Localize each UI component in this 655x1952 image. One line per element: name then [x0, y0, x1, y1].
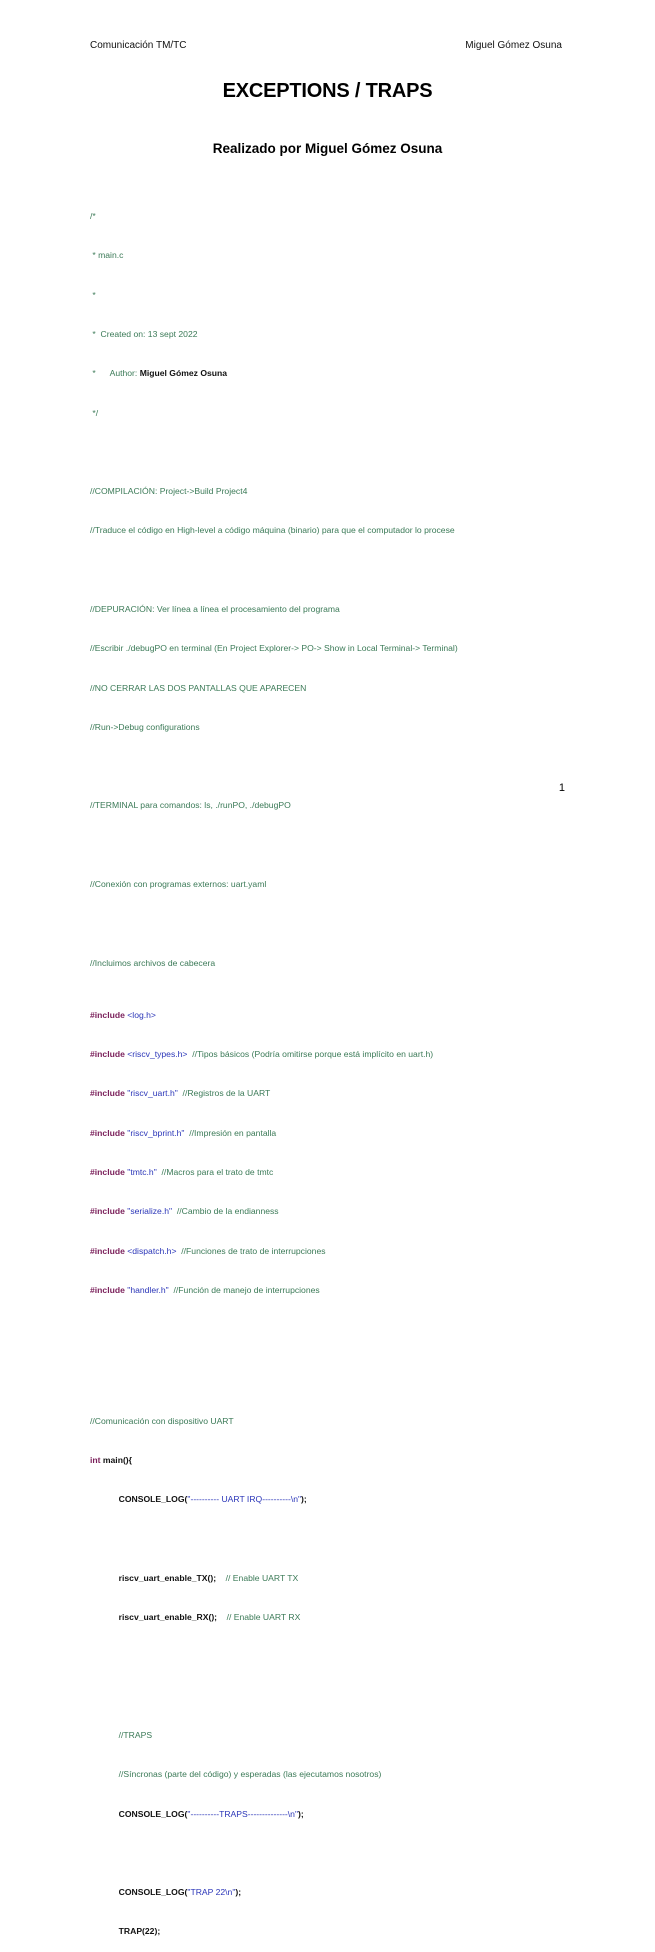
call-text: CONSOLE_LOG( [90, 1494, 188, 1505]
comment-text: //Registros de la UART [177, 1088, 271, 1099]
include-line [90, 1048, 630, 1061]
code-line: //TRAPS [90, 1730, 153, 1741]
string-literal: "TRAP 22\n" [187, 1887, 236, 1898]
call-text: riscv_uart_enable_RX(); [90, 1612, 218, 1623]
include-keyword: #include [90, 1009, 125, 1020]
code-line: //TERMINAL para comandos: ls, ./runPO, ./debugPO [90, 800, 291, 811]
blank-line [90, 1376, 630, 1389]
page-number: 1 [558, 782, 565, 794]
code-listing [90, 184, 630, 1952]
include-file: <dispatch.h> [124, 1245, 177, 1256]
blank-line [90, 839, 630, 852]
call-text: ); [235, 1887, 242, 1898]
code-line: //NO CERRAR LAS DOS PANTALLAS QUE APARECEN [90, 682, 307, 693]
include-keyword: #include [90, 1167, 125, 1178]
int-keyword: int [90, 1455, 101, 1466]
blank-line [90, 564, 630, 577]
code-line: //Run->Debug configurations [90, 721, 200, 732]
string-literal: "---------- UART IRQ----------\n" [187, 1494, 302, 1505]
include-file: "riscv_bprint.h" [124, 1127, 185, 1138]
blank-line [90, 1847, 630, 1860]
blank-line [90, 1533, 630, 1546]
call-text: riscv_uart_enable_TX(); [90, 1572, 217, 1583]
code-line: /* [90, 211, 96, 222]
comment-text: //Tipos básicos (Podría omitirse porque está implícito en uart.h) [187, 1049, 434, 1060]
call-text: CONSOLE_LOG( [90, 1887, 188, 1898]
code-line: //Escribir ./debugPO en terminal (En Project Explorer-> PO-> Show in Local Terminal-> Terminal) [90, 643, 458, 654]
call-text: CONSOLE_LOG( [90, 1808, 188, 1819]
code-line: //DEPURACIÓN: Ver línea a línea el procesamiento del programa [90, 604, 340, 614]
page-title: EXCEPTIONS / TRAPS [222, 80, 433, 102]
include-line [90, 1245, 630, 1258]
comment-text: //Macros para el trato de tmtc [156, 1167, 274, 1178]
comment-text: //Cambio de la endianness [172, 1206, 279, 1217]
include-keyword: #include [90, 1284, 125, 1295]
code-line: //Síncronas (parte del código) y esperadas (las ejecutamos nosotros) [90, 1769, 382, 1780]
include-file: "riscv_uart.h" [124, 1088, 178, 1099]
code-line: * main.c [90, 250, 124, 261]
code-line: //Comunicación con dispositivo UART [90, 1415, 234, 1426]
include-keyword: #include [90, 1245, 125, 1256]
include-line [90, 1166, 630, 1179]
code-line: //Incluimos archivos de cabecera [90, 957, 216, 968]
code-line: */ [90, 407, 99, 418]
comment-text: //Función de manejo de interrupciones [168, 1284, 320, 1295]
comment-text: // Enable UART RX [217, 1612, 301, 1623]
code-line: TRAP(22); [90, 1926, 161, 1937]
code-line [90, 1572, 630, 1585]
call-text: ); [298, 1808, 304, 1819]
include-line [90, 1127, 630, 1140]
include-file: "handler.h" [124, 1284, 169, 1295]
include-keyword: #include [90, 1206, 125, 1217]
include-file: "serialize.h" [124, 1206, 173, 1217]
include-keyword: #include [90, 1049, 125, 1060]
code-line: //COMPILACIÓN: Project->Build Project4 [90, 486, 248, 497]
include-file: "tmtc.h" [124, 1167, 157, 1178]
include-line [90, 1009, 630, 1022]
code-line: //Conexión con programas externos: uart.yaml [90, 878, 267, 889]
blank-line [90, 1690, 630, 1703]
blank-line [90, 1651, 630, 1664]
code-line [90, 1611, 630, 1624]
code-line [90, 1493, 630, 1506]
include-file: <riscv_types.h> [124, 1049, 188, 1060]
code-line [90, 367, 630, 380]
code-line: //Traduce el código en High-level a código máquina (binario) para que el computador lo procese [90, 525, 455, 536]
header-left: Comunicación TM/TC [90, 40, 187, 51]
code-line: * [90, 289, 96, 300]
include-line [90, 1284, 630, 1297]
header-right: Miguel Gómez Osuna [465, 40, 562, 51]
blank-line [90, 760, 630, 773]
comment-text: //Impresión en pantalla [184, 1127, 277, 1138]
code-line [90, 1808, 630, 1821]
call-text: ); [301, 1494, 307, 1505]
include-line [90, 1205, 630, 1218]
page-subtitle: Realizado por Miguel Gómez Osuna [212, 141, 443, 156]
blank-line [90, 917, 630, 930]
comment-text: // Enable UART TX [216, 1572, 299, 1583]
author-name: Miguel Gómez Osuna [139, 368, 228, 379]
include-keyword: #include [90, 1088, 125, 1099]
main-signature: main(){ [100, 1455, 133, 1466]
comment-text: //Funciones de trato de interrupciones [176, 1245, 326, 1256]
blank-line [90, 446, 630, 459]
code-line: * Created on: 13 sept 2022 [90, 329, 198, 340]
comment-text: * Author: [90, 368, 140, 379]
string-literal: "----------TRAPS--------------\n" [187, 1808, 299, 1819]
code-line [90, 1886, 630, 1899]
blank-line [90, 1336, 630, 1349]
include-file: <log.h> [124, 1009, 156, 1020]
include-keyword: #include [90, 1127, 125, 1138]
main-line [90, 1454, 630, 1467]
include-line [90, 1087, 630, 1100]
